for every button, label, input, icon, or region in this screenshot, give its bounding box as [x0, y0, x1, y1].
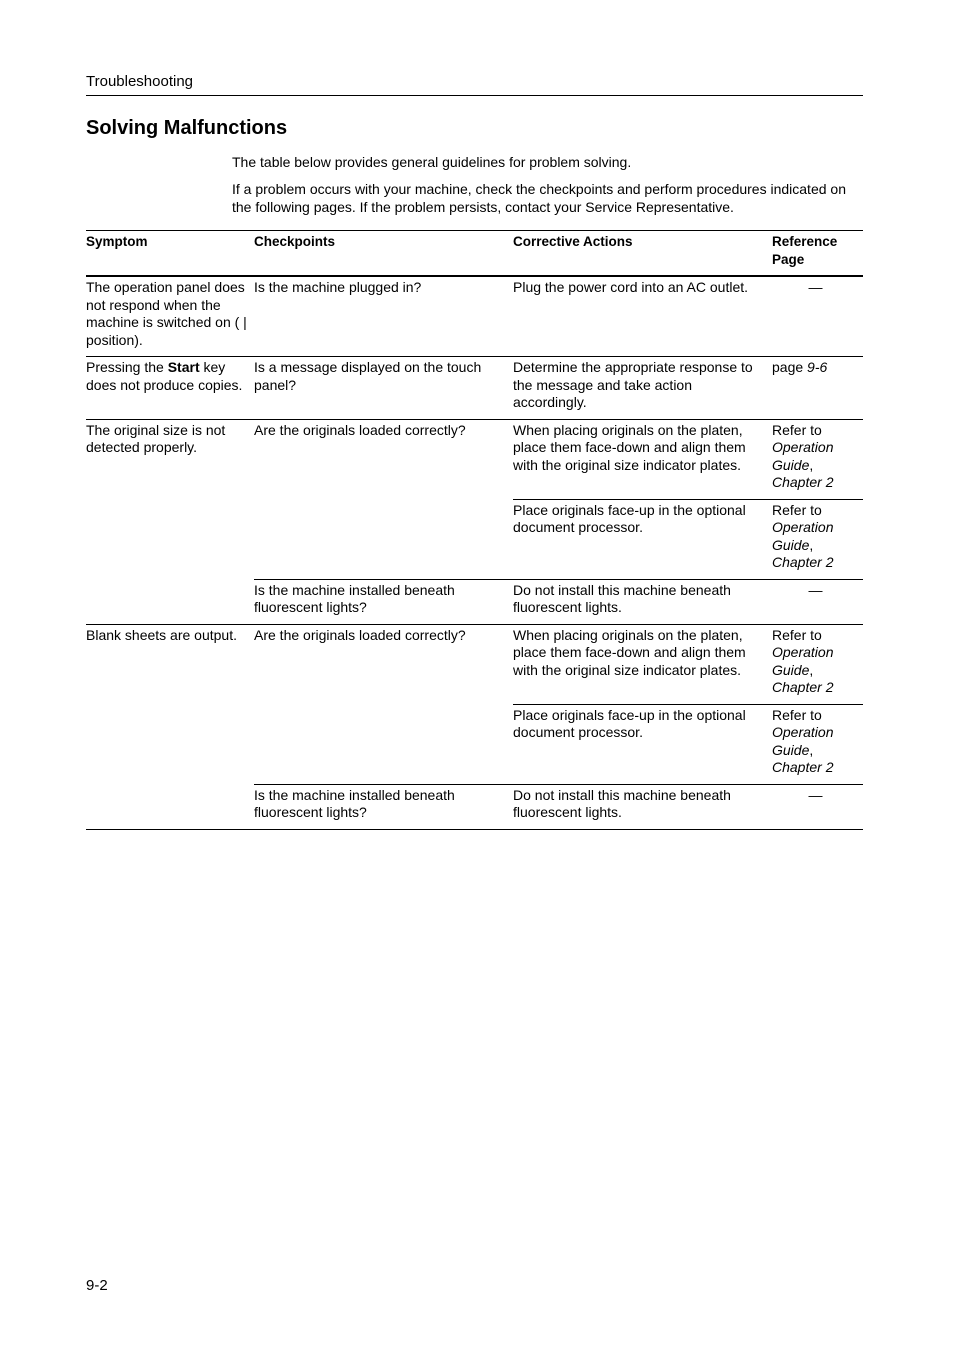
- reference-cell: [772, 624, 863, 704]
- action-cell: When placing originals on the platen, place them face-down and align them with the original size indicator plates.: [513, 624, 772, 704]
- reference-guide: Operation Guide: [772, 644, 834, 678]
- checkpoint-cell: Is the machine installed beneath fluorescent lights?: [254, 579, 513, 624]
- reference-chapter: Chapter 2: [772, 474, 834, 490]
- table-row: [86, 276, 863, 357]
- header-symptom: Symptom: [86, 231, 254, 277]
- symptom-text-post: key does not produce copies.: [86, 359, 243, 393]
- symptom-text-pre: Pressing the: [86, 359, 168, 375]
- reference-refer: Refer to: [772, 421, 822, 438]
- reference-comma: ,: [809, 741, 814, 758]
- running-header: Troubleshooting: [86, 73, 194, 90]
- section-title: Solving Malfunctions: [86, 117, 288, 139]
- action-cell: Plug the power cord into an AC outlet.: [513, 276, 772, 357]
- reference-comma: ,: [809, 456, 814, 473]
- symptom-cell: The operation panel does not respond when the machine is switched on ( | position).: [86, 276, 254, 357]
- reference-refer: Refer to: [772, 706, 822, 723]
- action-cell: Place originals face-up in the optional document processor.: [513, 499, 772, 579]
- symptom-cell: The original size is not detected properly.: [86, 419, 254, 624]
- reference-refer: Refer to: [772, 626, 822, 643]
- action-cell: Do not install this machine beneath fluorescent lights.: [513, 784, 772, 829]
- troubleshooting-table: [86, 230, 863, 830]
- symptom-cell: Blank sheets are output.: [86, 624, 254, 829]
- reference-guide: Operation Guide: [772, 519, 834, 553]
- header-checkpoints: Checkpoints: [254, 231, 513, 277]
- reference-cell: [772, 704, 863, 784]
- header-reference-page: Reference Page: [772, 231, 863, 277]
- intro-paragraph-2: If a problem occurs with your machine, check the checkpoints and perform procedures indicated on the following pages. If the problem persists, contact your Service Representative.: [232, 181, 846, 215]
- reference-comma: ,: [809, 536, 814, 553]
- reference-refer: Refer to: [772, 501, 822, 518]
- reference-cell: [772, 499, 863, 579]
- page-number: 9-2: [86, 1277, 108, 1294]
- checkpoint-cell: Are the originals loaded correctly?: [254, 419, 513, 579]
- reference-prefix: page: [772, 359, 808, 375]
- reference-chapter: Chapter 2: [772, 554, 834, 570]
- reference-cell: [772, 419, 863, 499]
- reference-guide: Operation Guide: [772, 439, 834, 473]
- header-corrective-actions: Corrective Actions: [513, 231, 772, 277]
- reference-cell: —: [772, 784, 863, 829]
- reference-cell: —: [772, 276, 863, 357]
- reference-cell: —: [772, 579, 863, 624]
- intro-paragraph-1: The table below provides general guidelines for problem solving.: [232, 154, 632, 170]
- reference-comma: ,: [809, 661, 814, 678]
- header-divider: [86, 95, 863, 96]
- reference-page-link: 9-6: [807, 359, 828, 375]
- action-cell: When placing originals on the platen, place them face-down and align them with the original size indicator plates.: [513, 419, 772, 499]
- symptom-cell: [86, 357, 254, 420]
- reference-guide: Operation Guide: [772, 724, 834, 758]
- table-row: [86, 624, 863, 704]
- reference-chapter: Chapter 2: [772, 759, 834, 775]
- reference-chapter: Chapter 2: [772, 679, 834, 695]
- checkpoint-cell: Are the originals loaded correctly?: [254, 624, 513, 784]
- table-header-row: [86, 231, 863, 277]
- table-row: [86, 357, 863, 420]
- action-cell: Place originals face-up in the optional document processor.: [513, 704, 772, 784]
- reference-cell: [772, 357, 863, 420]
- action-cell: Determine the appropriate response to the message and take action accordingly.: [513, 357, 772, 420]
- checkpoint-cell: Is a message displayed on the touch panel?: [254, 357, 513, 420]
- action-cell: Do not install this machine beneath fluorescent lights.: [513, 579, 772, 624]
- checkpoint-cell: Is the machine plugged in?: [254, 276, 513, 357]
- table-row: [86, 419, 863, 499]
- start-key-label: Start: [167, 359, 200, 375]
- checkpoint-cell: Is the machine installed beneath fluorescent lights?: [254, 784, 513, 829]
